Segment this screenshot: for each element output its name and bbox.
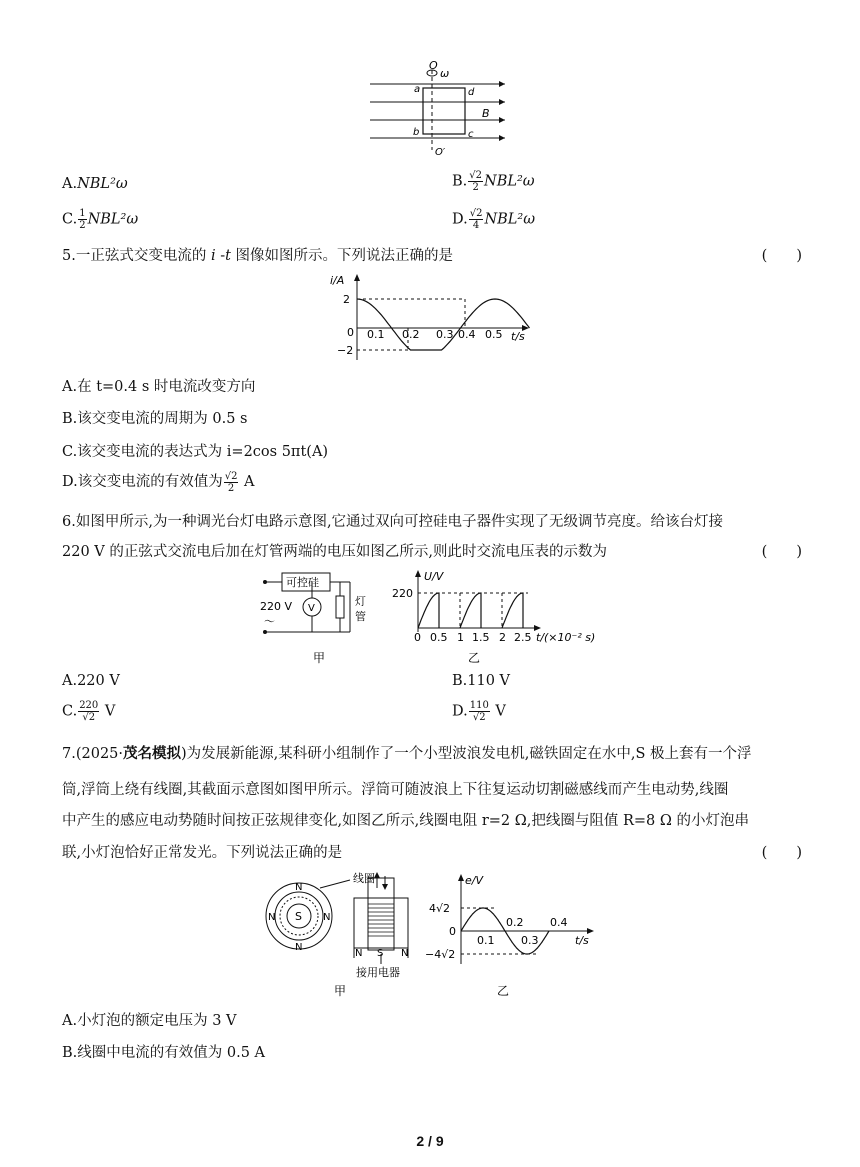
figure-caption: 甲 bbox=[334, 984, 347, 998]
y-axis-label: U/V bbox=[424, 570, 444, 583]
n-pole-label: N bbox=[268, 912, 276, 923]
stem-text: 联,小灯泡恰好正常发光。下列说法正确的是 bbox=[62, 845, 343, 861]
q6-stem-line1: 6.如图甲所示,为一种调光台灯电路示意图,它通过双向可控硅电子器件实现了无级调节亮度。给该台灯接 bbox=[62, 514, 724, 530]
x-tick: 0.1 bbox=[367, 328, 385, 341]
q7-stem-line2: 筒,浮筒上绕有线圈,其截面示意图如图甲所示。浮筒可随波浪上下往复运动切割磁感线而产生电动势,线圈 bbox=[62, 782, 729, 798]
x-tick: 0.3 bbox=[436, 328, 454, 341]
option-label: A. bbox=[62, 176, 78, 192]
stem-text: 7.(2025· bbox=[62, 746, 124, 762]
origin-label: 0 bbox=[449, 925, 456, 938]
figure-caption: 甲 bbox=[313, 651, 326, 665]
q4-option-c[interactable] bbox=[62, 208, 138, 231]
figure-caption: 乙 bbox=[468, 651, 481, 665]
source-voltage-label: 220 V bbox=[260, 600, 293, 613]
q5-option-b[interactable]: B.该交变电流的周期为 0.5 s bbox=[62, 411, 248, 427]
y-tick: 220 bbox=[392, 587, 413, 600]
q7-generator-figure bbox=[262, 868, 427, 1000]
q6-stem-line2 bbox=[62, 540, 802, 561]
lamp-label: 灯 bbox=[355, 595, 366, 608]
n-pole-label: N bbox=[295, 942, 303, 953]
option-text: NBL²ω bbox=[484, 173, 535, 190]
stem-text: - bbox=[215, 248, 226, 264]
fraction-numerator: √2 bbox=[224, 470, 238, 482]
option-unit: V bbox=[490, 703, 506, 720]
y-axis-label: e/V bbox=[465, 874, 483, 887]
n-pole-label: N bbox=[401, 948, 409, 959]
stem-text: 图像如图所示。下列说法正确的是 bbox=[230, 248, 454, 264]
s-pole-label: S bbox=[377, 948, 384, 959]
q4-option-b[interactable] bbox=[452, 170, 535, 193]
option-label: D. bbox=[452, 211, 468, 228]
n-pole-label: N bbox=[355, 948, 363, 959]
option-text: NBL²ω bbox=[77, 176, 128, 192]
q7-stem-line4 bbox=[62, 841, 802, 862]
voltmeter-label: V bbox=[308, 603, 315, 614]
stem-variable: i bbox=[210, 248, 216, 264]
field-b-label: B bbox=[482, 107, 490, 120]
x-tick: 0.5 bbox=[430, 631, 448, 644]
y-axis-label: i/A bbox=[330, 274, 345, 287]
q7-option-b[interactable]: B.线圈中电流的有效值为 0.5 A bbox=[62, 1045, 266, 1061]
coil-label: 线圈 bbox=[353, 872, 375, 885]
option-label: B. bbox=[452, 173, 468, 190]
fraction bbox=[224, 471, 239, 494]
x-tick: 2 bbox=[499, 631, 506, 644]
option-unit: V bbox=[100, 703, 116, 720]
q6-option-d[interactable] bbox=[452, 700, 506, 723]
x-tick: 0.1 bbox=[477, 934, 495, 947]
q6-circuit-figure bbox=[255, 568, 400, 668]
q7-option-a[interactable]: A.小灯泡的额定电压为 3 V bbox=[62, 1013, 237, 1029]
x-tick: 1.5 bbox=[472, 631, 490, 644]
option-text: D.该交变电流的有效值为 bbox=[62, 474, 223, 490]
s-pole-label: S bbox=[295, 910, 302, 923]
fraction-denominator: √2 bbox=[82, 712, 96, 723]
x-tick: 0.5 bbox=[485, 328, 503, 341]
corner-c-label: c bbox=[468, 129, 474, 140]
q7-stem-line1 bbox=[62, 742, 752, 763]
q5-option-d[interactable] bbox=[62, 470, 255, 494]
corner-d-label: d bbox=[468, 87, 475, 98]
option-label: C. bbox=[62, 211, 78, 228]
corner-b-label: b bbox=[413, 127, 420, 138]
q5-option-a[interactable]: A.在 t=0.4 s 时电流改变方向 bbox=[62, 379, 256, 395]
lamp-label: 管 bbox=[355, 610, 366, 623]
stem-variable: t bbox=[225, 248, 231, 264]
answer-paren[interactable]: ( ) bbox=[761, 544, 802, 560]
ac-symbol: ～ bbox=[264, 615, 275, 628]
fraction-numerator: 220 bbox=[79, 700, 99, 711]
stem-text: )为发展新能源,某科研小组制作了一个小型波浪发电机,磁铁固定在水中,S 极上套有一个浮 bbox=[181, 746, 752, 762]
scr-label: 可控硅 bbox=[286, 576, 319, 589]
axis-o-prime-label: O′ bbox=[435, 147, 446, 158]
fraction-numerator: √2 bbox=[469, 208, 483, 219]
fraction-denominator: 2 bbox=[472, 182, 479, 193]
coil-field-figure bbox=[365, 60, 515, 160]
fraction-denominator: 4 bbox=[472, 220, 480, 231]
stem-text: 220 V 的正弦式交流电后加在灯管两端的电压如图乙所示,则此时交流电压表的示数为 bbox=[62, 544, 607, 560]
option-text: NBL²ω bbox=[484, 211, 536, 228]
x-axis-label: t/s bbox=[575, 934, 589, 947]
axis-o-label: O bbox=[429, 60, 438, 72]
fraction bbox=[469, 700, 490, 723]
fraction-denominator: √2 bbox=[472, 712, 486, 723]
fraction bbox=[468, 170, 483, 193]
x-tick: 0.4 bbox=[550, 916, 568, 929]
fraction bbox=[78, 208, 86, 231]
omega-label: ω bbox=[440, 67, 450, 80]
stem-text: 5.一正弦式交变电流的 bbox=[62, 248, 211, 264]
x-axis-label: t/(×10⁻² s) bbox=[536, 631, 596, 644]
n-pole-label: N bbox=[295, 882, 303, 893]
y-tick: −2 bbox=[337, 344, 354, 357]
q5-it-graph bbox=[325, 270, 535, 365]
figure-caption: 乙 bbox=[497, 984, 510, 998]
fraction-numerator: √2 bbox=[469, 170, 482, 181]
x-tick: 0.2 bbox=[506, 916, 524, 929]
q4-option-d[interactable] bbox=[452, 208, 535, 231]
option-text: NBL²ω bbox=[87, 211, 139, 228]
q5-option-c[interactable]: C.该交变电流的表达式为 i=2cos 5πt(A) bbox=[62, 444, 329, 460]
fraction-numerator: 110 bbox=[469, 700, 489, 711]
q6-voltage-graph bbox=[388, 566, 618, 670]
answer-paren[interactable]: ( ) bbox=[761, 248, 802, 264]
n-pole-label: N bbox=[323, 912, 331, 923]
option-text: A bbox=[239, 474, 255, 490]
x-tick: 0.2 bbox=[402, 328, 420, 341]
option-label: C. bbox=[62, 703, 78, 720]
q5-stem bbox=[62, 244, 802, 265]
load-label: 接用电器 bbox=[356, 966, 400, 979]
answer-paren[interactable]: ( ) bbox=[761, 845, 802, 861]
x-axis-label: t/s bbox=[511, 330, 525, 343]
fraction bbox=[469, 208, 484, 231]
fraction-numerator: 1 bbox=[79, 208, 86, 219]
option-label: D. bbox=[452, 703, 468, 720]
q6-option-b[interactable]: B.110 V bbox=[452, 673, 511, 689]
y-tick: −4√2 bbox=[425, 948, 456, 961]
y-tick: 4√2 bbox=[429, 902, 451, 915]
q4-option-a[interactable] bbox=[62, 176, 128, 192]
fraction-denominator: 2 bbox=[79, 220, 86, 231]
x-tick: 0.3 bbox=[521, 934, 539, 947]
x-tick: 2.5 bbox=[514, 631, 532, 644]
fraction-denominator: 2 bbox=[227, 482, 235, 494]
question-source: 茂名模拟 bbox=[123, 745, 182, 762]
q6-option-a[interactable]: A.220 V bbox=[62, 673, 120, 689]
x-tick: 0 bbox=[414, 631, 421, 644]
x-tick: 1 bbox=[457, 631, 464, 644]
q7-emf-graph bbox=[425, 870, 600, 1000]
corner-a-label: a bbox=[414, 84, 421, 95]
y-tick: 2 bbox=[343, 293, 350, 306]
x-tick: 0.4 bbox=[458, 328, 476, 341]
page-number: 2 / 9 bbox=[416, 1133, 444, 1149]
fraction bbox=[78, 700, 99, 723]
q7-stem-line3: 中产生的感应电动势随时间按正弦规律变化,如图乙所示,线圈电阻 r=2 Ω,把线圈与阻值 R=8 Ω 的小灯泡串 bbox=[62, 813, 750, 829]
q6-option-c[interactable] bbox=[62, 700, 115, 723]
y-tick: 0 bbox=[347, 326, 354, 339]
